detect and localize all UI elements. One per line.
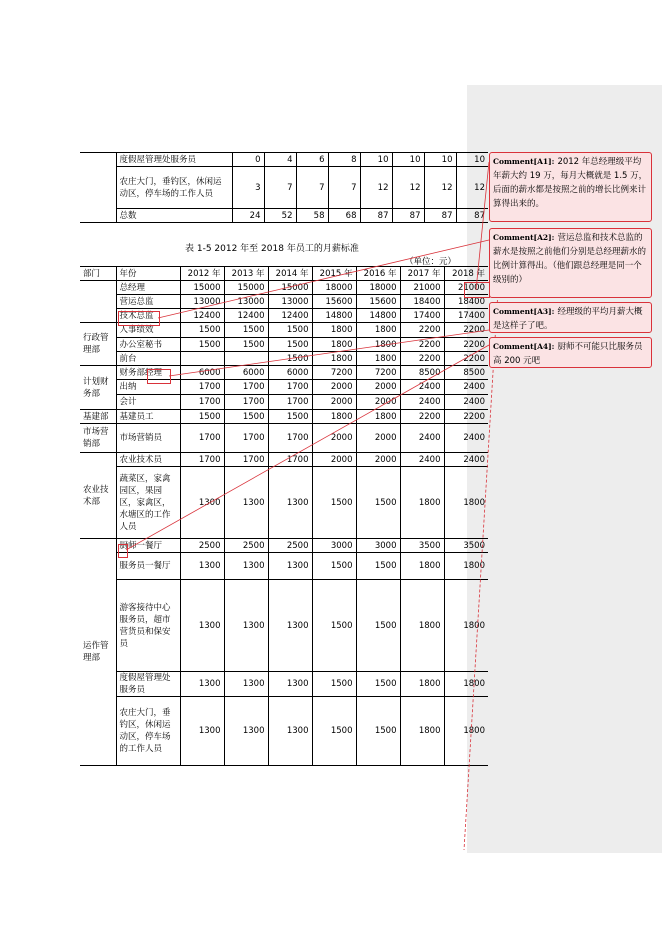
salary-cell: 1500	[312, 697, 356, 766]
salary-cell: 2400	[400, 424, 444, 453]
salary-cell: 2500	[180, 539, 224, 553]
salary-cell: 14800	[356, 309, 400, 323]
value-cell: 3	[232, 167, 264, 209]
table-row	[80, 539, 488, 553]
salary-cell: 17400	[444, 309, 488, 323]
role-cell: 人事绩效	[116, 323, 180, 338]
salary-cell: 15000	[268, 281, 312, 295]
comment-id: Comment[A3]:	[493, 307, 555, 316]
salary-cell: 7200	[356, 366, 400, 380]
value-cell: 24	[232, 209, 264, 223]
salary-cell: 21000	[400, 281, 444, 295]
salary-cell: 17400	[400, 309, 444, 323]
table-row	[80, 410, 488, 424]
salary-cell: 1300	[224, 553, 268, 580]
salary-cell: 1800	[312, 352, 356, 366]
salary-cell: 1700	[224, 424, 268, 453]
salary-cell: 2200	[400, 323, 444, 338]
dept-cell	[80, 167, 116, 209]
salary-cell: 1800	[400, 580, 444, 672]
table-row	[80, 553, 488, 580]
salary-cell: 1700	[268, 380, 312, 395]
role-cell: 营运总监	[116, 295, 180, 309]
role-cell: 财务部经理	[116, 366, 180, 380]
salary-cell: 2400	[444, 424, 488, 453]
value-cell: 12	[360, 167, 392, 209]
value-cell: 4	[264, 153, 296, 167]
salary-cell	[180, 352, 224, 366]
salary-cell: 2400	[400, 395, 444, 410]
salary-cell: 15000	[180, 281, 224, 295]
table-row	[80, 366, 488, 380]
comment-text: 经理级的平均月薪大概是这样子了吧。	[493, 307, 643, 331]
salary-cell: 6000	[180, 366, 224, 380]
column-header: 年份	[116, 267, 180, 281]
salary-cell: 1300	[224, 672, 268, 697]
salary-cell: 1800	[400, 672, 444, 697]
salary-cell: 1300	[180, 580, 224, 672]
salary-cell: 1800	[356, 410, 400, 424]
value-cell: 0	[232, 153, 264, 167]
salary-cell: 2000	[356, 395, 400, 410]
salary-cell: 1300	[180, 672, 224, 697]
salary-cell: 1300	[268, 697, 312, 766]
salary-cell: 1500	[224, 323, 268, 338]
table-row	[80, 697, 488, 766]
value-cell: 8	[328, 153, 360, 167]
salary-cell: 1800	[444, 672, 488, 697]
salary-cell: 1500	[268, 410, 312, 424]
salary-cell: 1300	[180, 553, 224, 580]
salary-cell: 2000	[312, 380, 356, 395]
salary-cell: 2000	[312, 453, 356, 467]
salary-cell: 15600	[356, 295, 400, 309]
salary-cell: 8500	[400, 366, 444, 380]
value-cell: 10	[392, 153, 424, 167]
salary-cell: 13000	[180, 295, 224, 309]
department-cell: 基建部	[80, 410, 116, 424]
salary-cell: 1800	[444, 553, 488, 580]
table-row	[80, 424, 488, 453]
dept-cell	[80, 209, 116, 223]
salary-cell: 18000	[312, 281, 356, 295]
salary-cell: 1500	[356, 580, 400, 672]
department-cell: 计划财务部	[80, 366, 116, 410]
salary-cell: 6000	[224, 366, 268, 380]
table-row	[80, 380, 488, 395]
department-cell: 市场营销部	[80, 424, 116, 453]
salary-cell: 2000	[312, 424, 356, 453]
salary-cell: 1500	[224, 338, 268, 352]
salary-cell: 1800	[312, 323, 356, 338]
salary-cell: 15000	[224, 281, 268, 295]
salary-cell: 1800	[400, 553, 444, 580]
value-cell: 87	[392, 209, 424, 223]
salary-cell: 1300	[224, 467, 268, 539]
salary-cell: 12400	[180, 309, 224, 323]
salary-cell: 1500	[312, 672, 356, 697]
salary-cell: 2000	[356, 453, 400, 467]
role-cell: 度假屋管理处服务员	[116, 672, 180, 697]
table-row	[80, 580, 488, 672]
salary-cell: 1500	[224, 410, 268, 424]
salary-cell: 7200	[312, 366, 356, 380]
column-header: 2017 年	[400, 267, 444, 281]
table-row	[80, 395, 488, 410]
salary-cell: 1800	[356, 352, 400, 366]
salary-cell: 1300	[224, 697, 268, 766]
salary-cell: 14800	[312, 309, 356, 323]
comment-balloon[interactable]	[489, 228, 652, 298]
salary-cell: 3500	[444, 539, 488, 553]
value-cell: 10	[360, 153, 392, 167]
table-row	[80, 323, 488, 338]
salary-table	[80, 266, 488, 766]
column-header: 2014 年	[268, 267, 312, 281]
value-cell: 6	[296, 153, 328, 167]
value-cell: 7	[328, 167, 360, 209]
column-header: 2013 年	[224, 267, 268, 281]
salary-cell: 2200	[444, 323, 488, 338]
column-header: 2015 年	[312, 267, 356, 281]
comment-text: 营运总监和技术总监的薪水是按照之前他们分别是总经理薪水的比例计算得出。（他们跟总经理是同一个级别的）	[493, 233, 647, 285]
salary-cell: 2200	[400, 410, 444, 424]
salary-cell: 3000	[356, 539, 400, 553]
salary-cell: 1300	[268, 580, 312, 672]
value-cell: 7	[264, 167, 296, 209]
table-row	[80, 352, 488, 366]
column-header: 部门	[80, 267, 116, 281]
comment-balloon[interactable]	[489, 152, 652, 222]
salary-cell: 1500	[268, 323, 312, 338]
salary-cell: 2400	[444, 395, 488, 410]
salary-cell: 2200	[400, 352, 444, 366]
salary-cell: 1800	[400, 467, 444, 539]
salary-cell: 2200	[444, 410, 488, 424]
salary-cell: 1700	[180, 395, 224, 410]
comment-id: Comment[A2]:	[493, 233, 555, 242]
comment-id: Comment[A4]:	[493, 342, 555, 351]
salary-cell: 1700	[224, 380, 268, 395]
salary-cell: 2400	[444, 380, 488, 395]
value-cell: 7	[296, 167, 328, 209]
table-row	[80, 672, 488, 697]
salary-cell: 18000	[356, 281, 400, 295]
table-row	[80, 167, 488, 209]
role-cell: 技术总监	[116, 309, 180, 323]
salary-cell: 3000	[312, 539, 356, 553]
table-caption: 表 1-5 2012 年至 2018 年员工的月薪标准	[185, 244, 359, 254]
comment-balloon[interactable]	[489, 337, 652, 368]
salary-cell: 1300	[268, 672, 312, 697]
salary-cell: 1700	[268, 395, 312, 410]
salary-cell: 1800	[444, 697, 488, 766]
salary-cell: 1500	[356, 672, 400, 697]
salary-cell: 18400	[400, 295, 444, 309]
salary-cell: 1300	[224, 580, 268, 672]
table-row	[80, 453, 488, 467]
role-cell: 基建员工	[116, 410, 180, 424]
table-row	[80, 209, 488, 223]
salary-cell: 1700	[268, 424, 312, 453]
salary-cell: 1700	[180, 453, 224, 467]
salary-cell: 13000	[268, 295, 312, 309]
unit-label: （单位：元）	[405, 257, 457, 267]
value-cell: 52	[264, 209, 296, 223]
value-cell: 58	[296, 209, 328, 223]
salary-cell: 1500	[268, 352, 312, 366]
value-cell: 10	[424, 153, 456, 167]
column-header: 2018 年	[444, 267, 488, 281]
role-cell: 总经理	[116, 281, 180, 295]
row-label: 度假屋管理处服务员	[116, 153, 232, 167]
salary-cell: 1500	[268, 338, 312, 352]
salary-cell: 1800	[312, 410, 356, 424]
department-cell	[80, 281, 116, 323]
salary-cell: 2400	[400, 380, 444, 395]
salary-cell: 2500	[224, 539, 268, 553]
table-row	[80, 153, 488, 167]
salary-cell: 1500	[312, 580, 356, 672]
role-cell: 游客接待中心服务员，超市营货员和保安员	[116, 580, 180, 672]
salary-cell: 1300	[180, 697, 224, 766]
salary-cell: 1800	[444, 580, 488, 672]
salary-cell: 1700	[268, 453, 312, 467]
salary-cell: 1800	[312, 338, 356, 352]
role-cell: 办公室秘书	[116, 338, 180, 352]
salary-cell: 13000	[224, 295, 268, 309]
value-cell: 12	[424, 167, 456, 209]
salary-cell: 2000	[356, 424, 400, 453]
salary-cell: 1500	[312, 553, 356, 580]
salary-cell: 1300	[268, 467, 312, 539]
salary-cell: 1500	[356, 697, 400, 766]
comment-id: Comment[A1]:	[493, 157, 555, 166]
salary-cell: 1700	[180, 380, 224, 395]
value-cell: 12	[392, 167, 424, 209]
salary-cell: 8500	[444, 366, 488, 380]
table-row	[80, 338, 488, 352]
role-cell: 会计	[116, 395, 180, 410]
dept-cell	[80, 153, 116, 167]
salary-cell: 1700	[224, 453, 268, 467]
role-cell: 前台	[116, 352, 180, 366]
table-row	[80, 281, 488, 295]
role-cell: 农业技术员	[116, 453, 180, 467]
salary-cell: 12400	[268, 309, 312, 323]
salary-cell	[224, 352, 268, 366]
role-cell: 市场营销员	[116, 424, 180, 453]
salary-cell: 1800	[400, 697, 444, 766]
salary-cell: 2200	[400, 338, 444, 352]
role-cell: 蔬菜区，家禽园区，果园区，家禽区，水塘区的工作人员	[116, 467, 180, 539]
salary-cell: 2200	[444, 352, 488, 366]
comment-text: 厨师不可能只比服务员高 200 元吧	[493, 342, 643, 366]
table-row	[80, 467, 488, 539]
salary-cell: 1500	[180, 323, 224, 338]
row-label: 总数	[116, 209, 232, 223]
value-cell: 68	[328, 209, 360, 223]
comment-balloon[interactable]	[489, 302, 652, 333]
salary-cell: 1300	[268, 553, 312, 580]
role-cell: 厨师一餐厅	[116, 539, 180, 553]
salary-cell: 1800	[356, 323, 400, 338]
header-row	[80, 267, 488, 281]
role-cell: 农庄大门，垂钓区，休闲运动区，停车场的工作人员	[116, 697, 180, 766]
salary-cell: 2000	[356, 380, 400, 395]
column-header: 2012 年	[180, 267, 224, 281]
column-header: 2016 年	[356, 267, 400, 281]
department-cell: 运作管理部	[80, 539, 116, 766]
value-cell: 87	[456, 209, 488, 223]
value-cell: 87	[360, 209, 392, 223]
top-table	[80, 152, 488, 223]
salary-cell: 15600	[312, 295, 356, 309]
salary-cell: 1500	[356, 553, 400, 580]
salary-cell: 2200	[444, 338, 488, 352]
salary-cell: 18400	[444, 295, 488, 309]
salary-cell: 1800	[444, 467, 488, 539]
value-cell: 12	[456, 167, 488, 209]
salary-cell: 2000	[312, 395, 356, 410]
department-cell: 行政管理部	[80, 323, 116, 366]
department-cell: 农业技术部	[80, 453, 116, 539]
salary-cell: 1500	[312, 467, 356, 539]
value-cell: 10	[456, 153, 488, 167]
salary-cell: 1500	[180, 410, 224, 424]
salary-cell: 2400	[400, 453, 444, 467]
salary-cell: 2400	[444, 453, 488, 467]
salary-cell: 6000	[268, 366, 312, 380]
comment-text: 2012 年总经理级平均年薪大约 19 万，每月大概就是 1.5 万，后面的薪水都是按照之前的增长比例来计算得出来的。	[493, 157, 648, 209]
row-label: 农庄大门，垂钓区，休闲运动区，停车场的工作人员	[116, 167, 232, 209]
table-row	[80, 295, 488, 309]
salary-cell: 12400	[224, 309, 268, 323]
salary-cell: 1500	[356, 467, 400, 539]
salary-cell: 1300	[180, 467, 224, 539]
salary-cell: 3500	[400, 539, 444, 553]
salary-cell: 2500	[268, 539, 312, 553]
salary-cell: 1800	[356, 338, 400, 352]
role-cell: 出纳	[116, 380, 180, 395]
salary-cell: 1700	[180, 424, 224, 453]
salary-cell: 1700	[224, 395, 268, 410]
table-row	[80, 309, 488, 323]
role-cell: 服务员一餐厅	[116, 553, 180, 580]
value-cell: 87	[424, 209, 456, 223]
salary-cell: 21000	[444, 281, 488, 295]
salary-cell: 1500	[180, 338, 224, 352]
